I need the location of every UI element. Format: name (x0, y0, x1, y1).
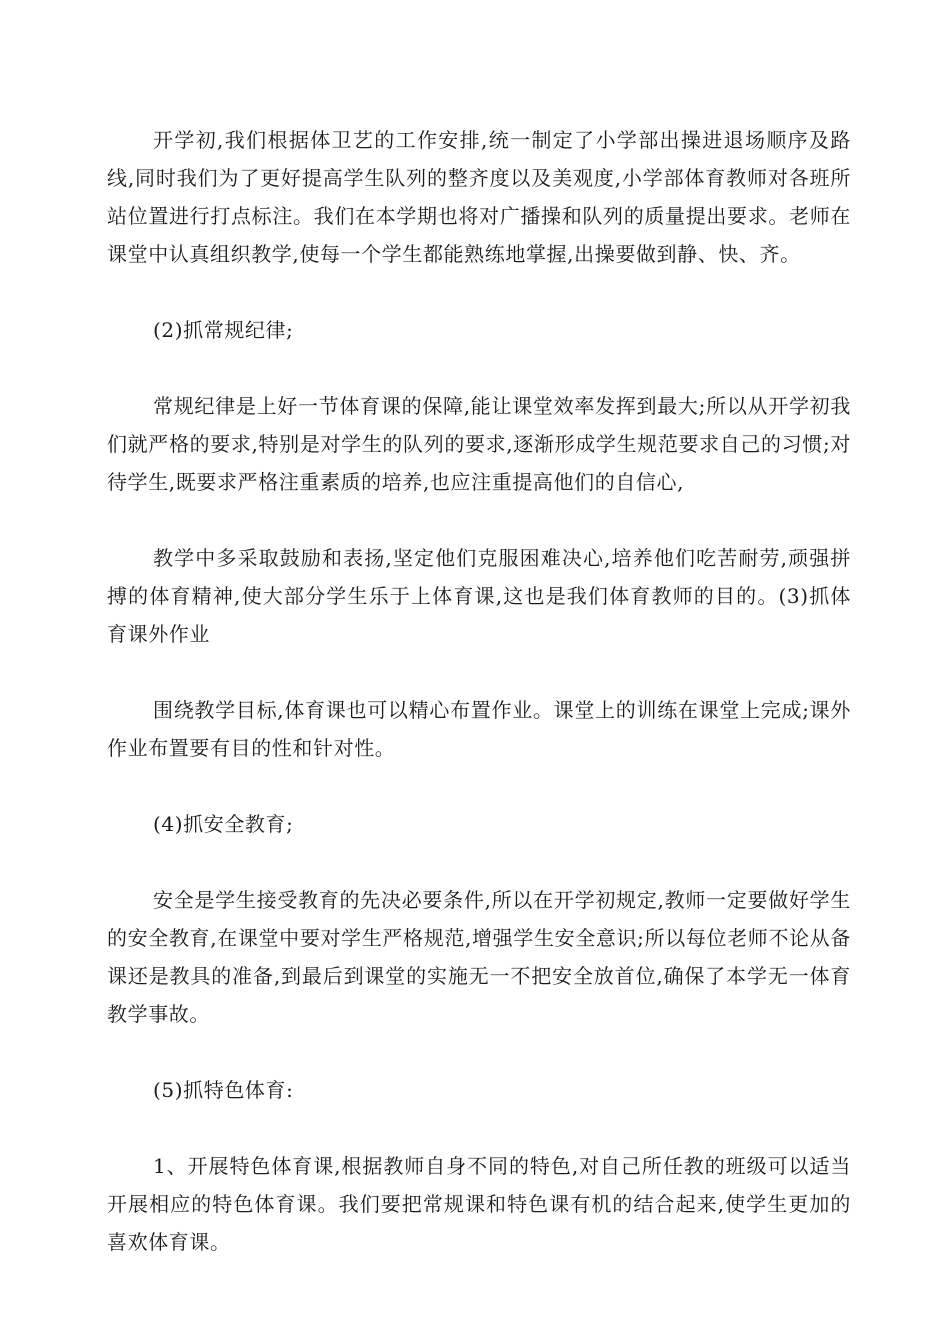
paragraph-exercise-routine: 开学初,我们根据体卫艺的工作安排,统一制定了小学部出操进退场顺序及路线,同时我们为了更好提高学生队列的整齐度以及美观度,小学部体育教师对各班所站位置进行打点标注。我们在本学期也将对广播操和队列的质量提出要求。老师在课堂中认真组织教学,使每一个学生都能熟练地掌握,出操要做到静、快、齐。 (107, 128, 851, 266)
paragraph-featured-pe: 1、开展特色体育课,根据教师自身不同的特色,对自己所任教的班级可以适当开展相应的特色体育课。我们要把常规课和特色课有机的结合起来,使学生更加的喜欢体育课。 (107, 1154, 851, 1254)
section-heading-featured-pe: (5)抓特色体育: (153, 1078, 294, 1102)
paragraph-homework: 围绕教学目标,体育课也可以精心布置作业。课堂上的训练在课堂上完成;课外作业布置要有目的性和针对性。 (107, 698, 851, 760)
document-body (107, 121, 851, 1299)
paragraph-safety: 安全是学生接受教育的先决必要条件,所以在开学初规定,教师一定要做好学生的安全教育,在课堂中要对学生严格规范,增强学生安全意识;所以每位老师不论从备课还是教具的准备,到最后到课堂的实施无一不把安全放首位,确保了本学无一体育教学事故。 (107, 888, 851, 1026)
section-heading-discipline: (2)抓常规纪律; (153, 318, 294, 342)
paragraph-encouragement: 教学中多采取鼓励和表扬,坚定他们克服困难决心,培养他们吃苦耐劳,顽强拼搏的体育精神,使大部分学生乐于上体育课,这也是我们体育教师的目的。(3)抓体育课外作业 (107, 546, 851, 646)
section-heading-safety: (4)抓安全教育; (153, 812, 294, 836)
paragraph-discipline: 常规纪律是上好一节体育课的保障,能让课堂效率发挥到最大;所以从开学初我们就严格的要求,特别是对学生的队列的要求,逐渐形成学生规范要求自己的习惯;对待学生,既要求严格注重素质的培养,也应注重提高他们的自信心, (107, 394, 851, 494)
